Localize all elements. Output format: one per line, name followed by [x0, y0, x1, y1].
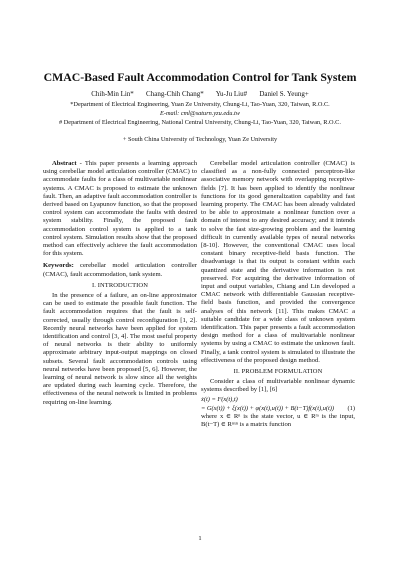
- abstract-text: - This paper presents a learning approach using cerebellar model articulation controller (CMAC) to accommodate faults for a class of multivariable nonlinear systems. A CMAC is proposed to estimate the unknown fault. Then, an adaptive fault accommodation controller is derived based on Lyapunov function, so that the proposed control system can accommodate the faults with desired system stability. Finally, the proposed fault accommodation control system is applied to a tank control system. Simulation results show that the proposed method can effectively achieve the fault accommodation for this system.: [43, 160, 197, 258]
- intro-paragraph-1: In the presence of a failure, an on-line approximator can be used to estimate the possible fault function. The fault accommodation requires that the fault is self-corrected, usually through control reconfiguration [1, 2]. Recently neural networks have been applied for system identification and control [3, 4]. The most useful property of neural networks is their ability to uniformly approximate arbitrary input-output mappings on closed subsets. Several fault accommodation controls using neural networks have been proposed [5, 6]. However, the learning of neural network is slow since all the weights are updated during each learning cycle. Therefore, the effectiveness of the neural network is limited in problems requiring on-line learning.: [43, 292, 197, 406]
- section-heading-problem-formulation: II. PROBLEM FORMULATION: [233, 368, 323, 376]
- keywords-label: Keywords:: [43, 262, 74, 270]
- equation-number: (1): [347, 404, 355, 412]
- abstract-label: Abstract: [52, 160, 77, 167]
- intro-paragraph-2: Cerebellar model articulation controller (CMAC) is classified as a non-fully connected perceptron-like associative memory network with overlapping receptive-fields [7]. It has been applied to identify the nonlinear functions for its good generalization capability and fast learning property. The CMAC has been already validated to be able to approximate a nonlinear function over a domain of interest to any desired accuracy; and it intends to solve the fast size-growing problem and the learning difficult in currently available types of neural networks [8-10]. However, the conventional CMAC uses local constant binary receptive-field basis function. The disadvantage is that its output is constant within each quantized state and the derivative information is not preserved. For acquiring the derivative information of input and output variables, Chiang and Lin developed a CMAC network with differentiable Gaussian receptive-field basis function, and provided the convergence analyses of this network [11]. This makes CMAC a suitable candidate for a wide class of unknown system identification. This paper presents a fault accommodation design method for a class of multivariable nonlinear systems by using a CMAC to estimate the unknown fault. Finally, a tank control system is simulated to illustrate the effectiveness of the proposed design method.: [201, 160, 355, 364]
- keywords-text: cerebellar model articulation controller (CMAC), fault accommodation, tank system.: [43, 262, 197, 278]
- equation-line-2: = G(x(t)) + ξ(x(t)) + φ(x(t),u(t)) + B(t−T)f(x(t),u(t)): [201, 404, 335, 412]
- abstract: [43, 160, 197, 258]
- paper-authors: Chih-Min Lin* Chang-Chih Chang* Yu-Ju Liu# Daniel S. Yeung+: [91, 90, 309, 98]
- affiliation-2: # Department of Electrical Engineering, National Central University, Chung-Li, Tao-Yuan, 320, Taiwan, R.O.C.: [59, 119, 341, 126]
- equation-1: [201, 395, 355, 413]
- affiliation-3: + South China University of Technology, Yuan Ze University: [122, 136, 278, 143]
- affiliation-email: E-mail: cml@saturn.yzu.edu.tw: [160, 110, 240, 117]
- left-column: [43, 160, 197, 407]
- equation-line-1: ẋ(t) = F(x(t),t): [201, 395, 238, 403]
- page-number: 1: [198, 535, 202, 542]
- formulation-paragraph-2: where x ∈ Rⁿ is the state vector, u ∈ Rᵐ is the input, B(t−T) ∈ Rⁿˣⁿ is a matrix function: [201, 412, 355, 428]
- right-column: [201, 160, 355, 429]
- section-heading-introduction: I. INTRODUCTION: [91, 281, 149, 289]
- affiliation-1: *Department of Electrical Engineering, Yuan Ze University, Chung-Li, Tao-Yuan, 320, Taiwan, R.O.C.: [70, 101, 330, 108]
- keywords: [43, 262, 197, 278]
- formulation-paragraph-1: Consider a class of multivariable nonlinear dynamic systems described by [1], [6]: [201, 378, 355, 394]
- paper-title: CMAC-Based Fault Accommodation Control for Tank System: [43, 70, 357, 84]
